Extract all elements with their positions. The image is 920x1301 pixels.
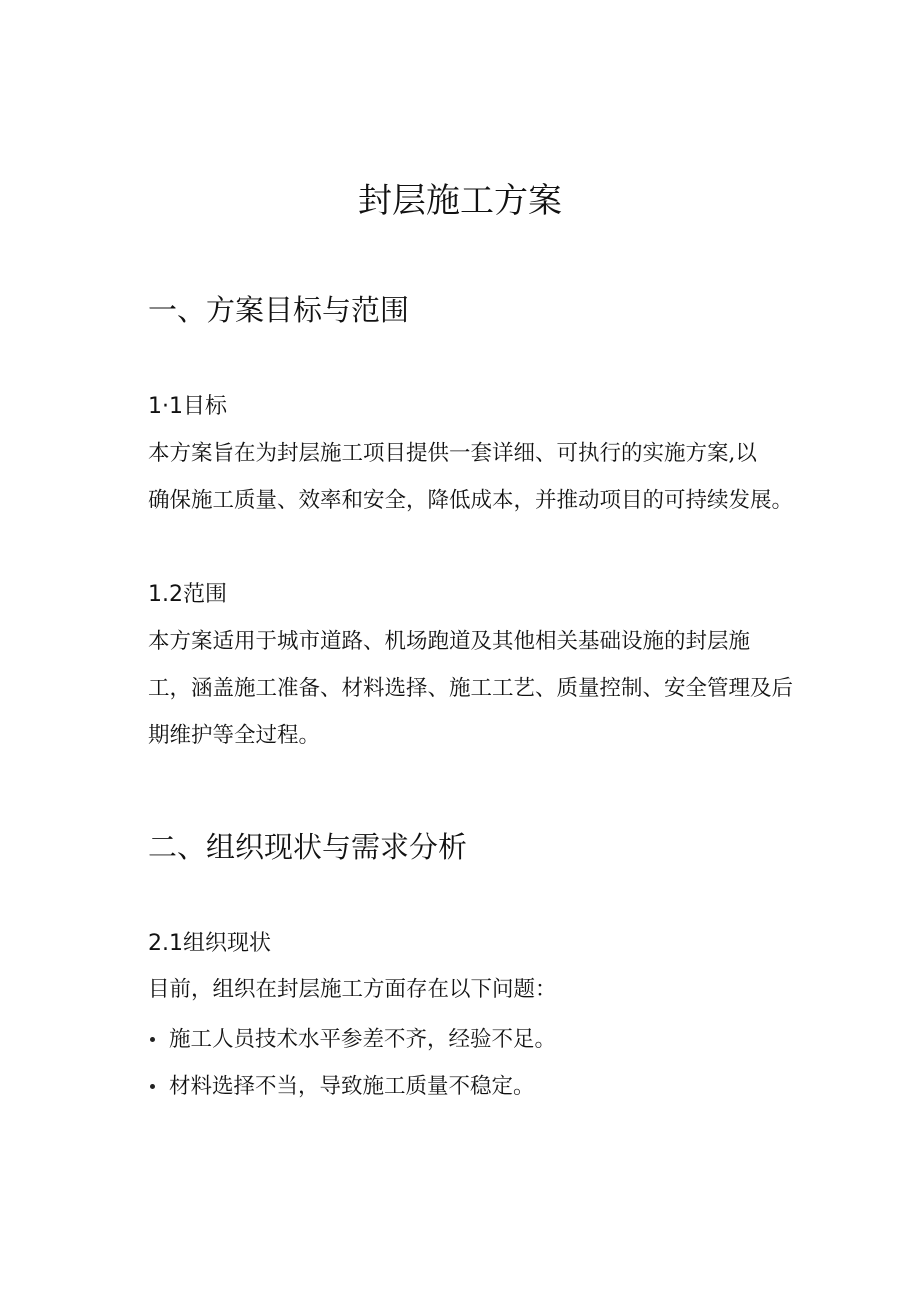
paragraph-1-1 bbox=[148, 430, 823, 524]
bullet-icon bbox=[150, 1084, 155, 1089]
paragraph-line: 本方案旨在为封层施工项目提供一套详细、可执行的实施方案,以 bbox=[148, 441, 757, 466]
list-item bbox=[148, 1063, 556, 1110]
list-item bbox=[148, 1016, 556, 1063]
paragraph-line: 本方案适用于城市道路、机场跑道及其他相关基础设施的封层施 bbox=[148, 629, 751, 654]
subsection-heading-1-2: 1.2范围 bbox=[148, 582, 227, 607]
subsection-heading-1-1: 1·1目标 bbox=[148, 394, 227, 419]
paragraph-1-2 bbox=[148, 618, 823, 759]
list-item-text: 材料选择不当，导致施工质量不稳定。 bbox=[169, 1074, 535, 1099]
bullet-icon bbox=[150, 1037, 155, 1042]
paragraph-line: 工，涵盖施工准备、材料选择、施工工艺、质量控制、安全管理及后 bbox=[148, 676, 794, 701]
paragraph-line: 期维护等全过程。 bbox=[148, 723, 321, 748]
document-title: 封层施工方案 bbox=[358, 181, 562, 221]
section-heading-1: 一、方案目标与范围 bbox=[148, 293, 410, 327]
subsection-heading-2-1: 2.1组织现状 bbox=[148, 931, 271, 956]
paragraph-line: 目前，组织在封层施工方面存在以下问题： bbox=[148, 977, 557, 1002]
bullet-list bbox=[148, 1016, 556, 1110]
section-heading-2: 二、组织现状与需求分析 bbox=[148, 830, 468, 864]
list-item-text: 施工人员技术水平参差不齐，经验不足。 bbox=[169, 1027, 557, 1052]
paragraph-2-1 bbox=[148, 966, 823, 1013]
paragraph-line: 确保施工质量、效率和安全，降低成本，并推动项目的可持续发展。 bbox=[148, 488, 794, 513]
